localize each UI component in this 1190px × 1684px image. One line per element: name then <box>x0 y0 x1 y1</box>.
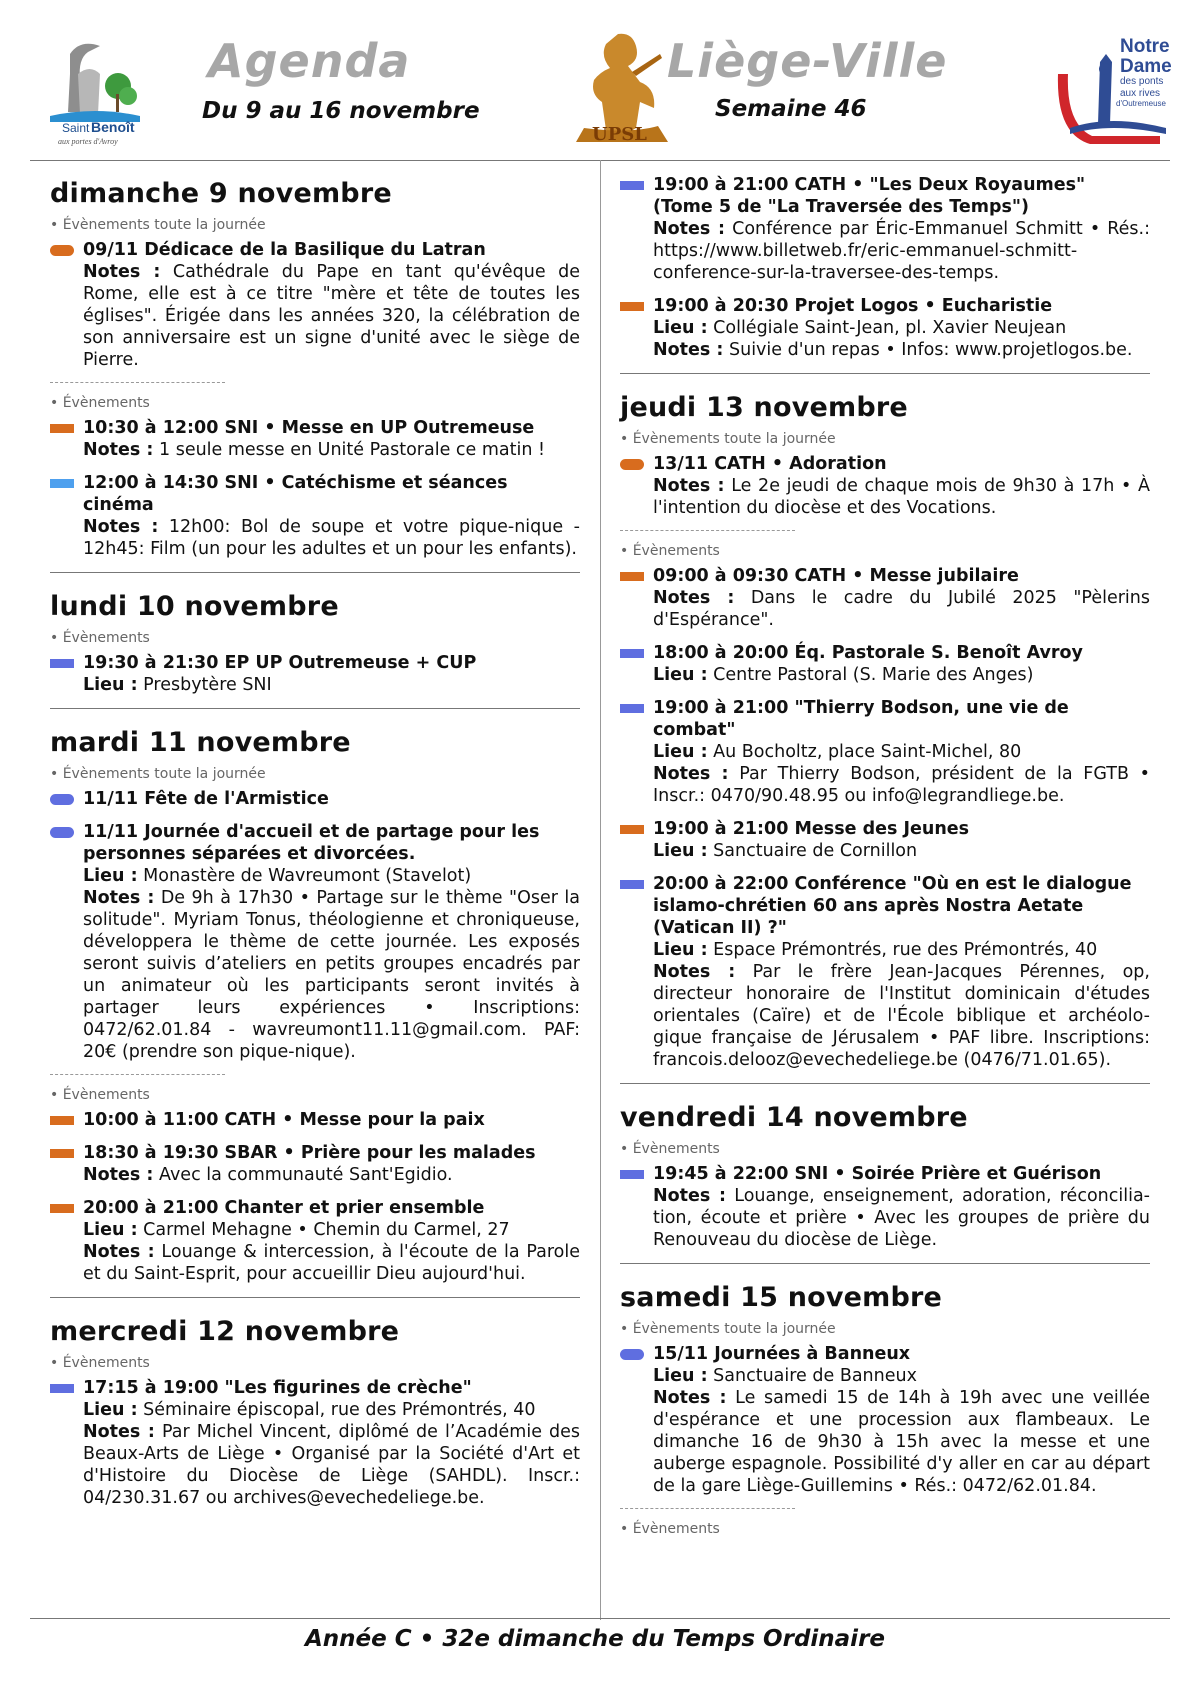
category-marker <box>620 302 644 311</box>
event-notes: Avec la communauté Sant'Egidio. <box>159 1165 453 1185</box>
left-column <box>50 160 580 1520</box>
section-label-allday: • Évènements toute la journée <box>620 1321 836 1337</box>
liturgical-footer: Année C • 32e dimanche du Temps Ordinaire <box>304 1626 886 1652</box>
category-marker <box>620 825 644 834</box>
day-title: mardi 11 novembre <box>50 727 351 758</box>
event-item[interactable]: 12:00 à 14:30 SNI • Catéchisme et séances cinéma Notes : 12h00: Bol de soupe et votre pique-nique - 12h45: Film (un pour les adultes et un pour les enfants). <box>50 472 580 560</box>
week-number: Semaine 46 <box>715 96 867 122</box>
svg-text:Saint: Saint <box>62 121 90 135</box>
day-title: vendredi 14 novembre <box>620 1102 968 1133</box>
event-item[interactable]: 11/11 Journée d'accueil et de partage pour les personnes séparées et divorcées. Lieu : Monastère de Wavreumont (Stavelot) Notes : De 9h à 17h30 • Partage sur le thème "Oser la solitude". Myriam Tonus, théologienne et chroniqueuse, développera le thème de cette journée. Les exposés seront suivis d’ateliers en petits groupes encadrés par un animateur où les participants seront invités à partager leurs expériences • Inscriptions: 0472/62.01.84 - wavreumont11.11@gmail.com. PAF: 20€ (prendre son pique-nique). <box>50 821 580 1063</box>
svg-text:aux rives: aux rives <box>1120 88 1161 99</box>
event-item[interactable]: 20:00 à 21:00 Chanter et prier ensemble Lieu : Carmel Mehagne • Chemin du Carmel, 27 Notes : Louange & intercession, à l'écoute de la Parole et du Saint-Esprit, pour accueillir Dieu aujourd'hui. <box>50 1197 580 1285</box>
saint-benoit-logo <box>40 34 150 149</box>
section-label-events: • Évènements <box>620 1521 720 1537</box>
event-notes: Le 2e jeudi de chaque mois de 9h30 à 17h • À l'intention du diocèse et des Vocations. <box>653 476 1150 518</box>
event-title: 17:15 à 19:00 "Les figurines de crèche" <box>83 1378 472 1398</box>
svg-text:des ponts: des ponts <box>1120 76 1164 87</box>
dashed-separator <box>50 382 225 383</box>
day-wednesday-12 <box>50 1298 580 1509</box>
day-title: jeudi 13 novembre <box>620 392 908 423</box>
section-label-events: • Évènements <box>50 395 150 411</box>
event-item[interactable]: 19:45 à 22:00 SNI • Soirée Prière et Guérison Notes : Louange, enseignement, adoration, réconcilia-tion, écoute et prière • Avec les groupes de prière du Renouveau du diocèse de Liège. <box>620 1163 1150 1251</box>
day-tuesday-11 <box>50 709 580 1298</box>
category-marker <box>620 1349 644 1360</box>
event-title: 18:00 à 20:00 Éq. Pastorale S. Benoît Avroy <box>653 643 1083 663</box>
category-marker <box>50 424 74 433</box>
event-item[interactable]: 19:00 à 21:00 CATH • "Les Deux Royaumes" (Tome 5 de "La Traversée des Temps") Notes : Conférence par Éric-Emmanuel Schmitt • Rés.: https://www.billetweb.fr/eric-emmanuel-schmitt-conference-sur-la-traversee-des-temps. <box>620 174 1150 284</box>
day-saturday-15 <box>620 1264 1150 1537</box>
day-thursday-13 <box>620 374 1150 1084</box>
event-item[interactable]: 19:00 à 21:00 Messe des Jeunes Lieu : Sanctuaire de Cornillon <box>620 818 1150 862</box>
agenda-title: Agenda <box>208 34 411 88</box>
event-location: Séminaire épiscopal, rue des Prémontrés, 40 <box>143 1400 536 1420</box>
event-notes: Dans le cadre du Jubilé 2025 "Pèlerins d'Espérance". <box>653 588 1150 630</box>
event-location: Au Bocholtz, place Saint-Michel, 80 <box>713 742 1022 762</box>
event-item[interactable]: 19:30 à 21:30 EP UP Outremeuse + CUP Lieu : Presbytère SNI <box>50 652 580 696</box>
event-notes: Le samedi 15 de 14h à 19h avec une veillée d'espérance et une procession aux flambeaux. Le dimanche 16 de 9h30 à 15h avec la messe et une auberge espagnole. Possibilité d'y aller en car au départ de la gare Liège-Guillemins • Rés.: 0472/62.01.84. <box>653 1388 1150 1496</box>
event-item[interactable]: 19:00 à 20:30 Projet Logos • Eucharistie Lieu : Collégiale Saint-Jean, pl. Xavier Neujean Notes : Suivie d'un repas • Infos: www.projetlogos.be. <box>620 295 1150 361</box>
day-wednesday-12-continued <box>620 160 1150 374</box>
section-label-events: • Évènements <box>50 1355 150 1371</box>
category-marker <box>50 659 74 668</box>
day-title: dimanche 9 novembre <box>50 178 392 209</box>
column-divider <box>600 160 601 1620</box>
category-marker <box>50 1384 74 1393</box>
city-title: Liège-Ville <box>667 34 948 88</box>
event-notes: Par Thierry Bodson, président de la FGTB • Inscr.: 0470/90.48.95 ou info@legrandliege.be. <box>653 764 1150 806</box>
date-range: Du 9 au 16 novembre <box>202 98 480 124</box>
event-item[interactable] <box>50 788 580 810</box>
event-title: 09:00 à 09:30 CATH • Messe jubilaire <box>653 566 1019 586</box>
event-notes: Louange & intercession, à l'écoute de la Parole et du Saint-Esprit, pour accueillir Dieu aujourd'hui. <box>83 1242 580 1284</box>
event-item[interactable]: 10:30 à 12:00 SNI • Messe en UP Outremeuse Notes : 1 seule messe en Unité Pastorale ce matin ! <box>50 417 580 461</box>
svg-text:aux portes d'Avroy: aux portes d'Avroy <box>58 137 118 146</box>
dashed-separator <box>620 530 795 531</box>
event-item[interactable]: 09/11 Dédicace de la Basilique du Latran Notes : Cathédrale du Pape en tant qu'évêque de Rome, elle est à ce titre "mère et tête de toutes les églises". Érigée dans les années 320, la célébration de son anniversaire est un signe d'unité avec le siège de Pierre. <box>50 239 580 371</box>
event-title: 20:00 à 22:00 Conférence "Où en est le dialogue islamo-chrétien 60 ans après Nostra Aetate (Vatican II) ?" <box>653 874 1132 938</box>
category-marker <box>50 479 74 488</box>
event-item[interactable]: 17:15 à 19:00 "Les figurines de crèche" Lieu : Séminaire épiscopal, rue des Prémontrés, 40 Notes : Par Michel Vincent, diplômé de l’Académie des Beaux-Arts de Liège • Organisé par la Société d'Art et d'Histoire du Diocèse de Liège (SAHDL). Inscr.: 04/230.31.67 ou archives@evechedeliege.be. <box>50 1377 580 1509</box>
category-marker <box>620 459 644 470</box>
day-monday-10 <box>50 573 580 709</box>
section-label-events: • Évènements <box>50 1087 150 1103</box>
event-item[interactable]: 09:00 à 09:30 CATH • Messe jubilaire Notes : Dans le cadre du Jubilé 2025 "Pèlerins d'Espérance". <box>620 565 1150 631</box>
notre-dame-logo <box>1050 34 1175 149</box>
event-location: Espace Prémontrés, rue des Prémontrés, 40 <box>713 940 1098 960</box>
event-title: 09/11 Dédicace de la Basilique du Latran <box>83 240 486 260</box>
event-notes: 12h00: Bol de soupe et votre pique-nique - 12h45: Film (un pour les adultes et un pour les enfants). <box>83 517 580 559</box>
event-item[interactable]: 19:00 à 21:00 "Thierry Bodson, une vie de combat" Lieu : Au Bocholtz, place Saint-Michel, 80 Notes : Par Thierry Bodson, président de la FGTB • Inscr.: 0470/90.48.95 ou info@legrandliege.be. <box>620 697 1150 807</box>
day-title: samedi 15 novembre <box>620 1282 943 1313</box>
event-notes: De 9h à 17h30 • Partage sur le thème "Oser la solitude". Myriam Tonus, théologienne et chroniqueuse, développera le thème de cette journée. Les exposés seront suivis d’ateliers en petits groupes encadrés par un animateur où les participants seront invités à partager leurs expériences • Inscriptions: 0472/62.01.84 - wavreumont11.11@gmail.com. PAF: 20€ (prendre son pique-nique). <box>83 888 580 1062</box>
category-marker <box>620 1170 644 1179</box>
event-title: 19:00 à 21:00 Messe des Jeunes <box>653 819 970 839</box>
event-notes: Par le frère Jean-Jacques Pérennes, op, directeur honoraire de l'Institut dominicain d'études orientales (Caïre) et de l'École biblique et archéolo-gique française de Jérusalem • PAF libre. Inscriptions: francois.delooz@evechedeliege.be (0476/71.01.65). <box>653 962 1150 1070</box>
event-title: 20:00 à 21:00 Chanter et prier ensemble <box>83 1198 485 1218</box>
event-notes: Par Michel Vincent, diplômé de l’Académie des Beaux-Arts de Liège • Organisé par la Société d'Art et d'Histoire du Diocèse de Liège (SAHDL). Inscr.: 04/230.31.67 ou archives@evechedeliege.be. <box>83 1422 580 1508</box>
event-location: Collégiale Saint-Jean, pl. Xavier Neujean <box>713 318 1067 338</box>
svg-text:UPSL: UPSL <box>592 124 647 145</box>
event-notes: Conférence par Éric-Emmanuel Schmitt • Rés.: https://www.billetweb.fr/eric-emmanuel-schmitt-conference-sur-la-traversee-des-temps. <box>653 219 1150 283</box>
day-friday-14 <box>620 1084 1150 1264</box>
svg-text:Notre: Notre <box>1120 36 1170 57</box>
section-label-allday: • Évènements toute la journée <box>50 766 266 782</box>
event-location: Centre Pastoral (S. Marie des Anges) <box>713 665 1034 685</box>
dashed-separator <box>620 1508 795 1509</box>
category-marker <box>50 794 74 805</box>
event-location: Monastère de Wavreumont (Stavelot) <box>143 866 472 886</box>
upsl-logo <box>570 32 675 147</box>
event-notes: Cathédrale du Pape en tant qu'évêque de Rome, elle est à ce titre "mère et tête de toutes les églises". Érigée dans les années 320, la célébration de son anniversaire est un signe d'unité avec le siège de Pierre. <box>83 262 580 370</box>
category-marker <box>50 1149 74 1158</box>
event-notes: Louange, enseignement, adoration, réconcilia-tion, écoute et prière • Avec les groupes de prière du Renouveau du diocèse de Liège. <box>653 1186 1150 1250</box>
category-marker <box>50 245 74 256</box>
category-marker <box>620 704 644 713</box>
event-location: Sanctuaire de Cornillon <box>713 841 918 861</box>
event-title: 11/11 Fête de l'Armistice <box>83 789 329 809</box>
event-item[interactable]: 20:00 à 22:00 Conférence "Où en est le dialogue islamo-chrétien 60 ans après Nostra Aetate (Vatican II) ?" Lieu : Espace Prémontrés, rue des Prémontrés, 40 Notes : Par le frère Jean-Jacques Pérennes, op, directeur honoraire de l'Institut dominicain d'études orientales (Caïre) et de l'École biblique et archéolo-gique française de Jérusalem • PAF libre. Inscriptions: francois.delooz@evechedeliege.be (0476/71.01.65). <box>620 873 1150 1071</box>
event-title: 19:00 à 21:00 "Thierry Bodson, une vie de combat" <box>653 698 1069 740</box>
day-title: lundi 10 novembre <box>50 591 339 622</box>
event-item[interactable]: 18:00 à 20:00 Éq. Pastorale S. Benoît Avroy Lieu : Centre Pastoral (S. Marie des Anges) <box>620 642 1150 686</box>
category-marker <box>620 649 644 658</box>
event-notes: 1 seule messe en Unité Pastorale ce matin ! <box>159 440 546 460</box>
dashed-separator <box>50 1074 225 1075</box>
section-label-events: • Évènements <box>620 543 720 559</box>
section-label-allday: • Évènements toute la journée <box>620 431 836 447</box>
footer-rule <box>30 1618 1170 1619</box>
event-title: 19:45 à 22:00 SNI • Soirée Prière et Guérison <box>653 1164 1102 1184</box>
right-column <box>620 160 1150 1543</box>
event-title: 12:00 à 14:30 SNI • Catéchisme et séances cinéma <box>83 473 508 515</box>
category-marker <box>620 181 644 190</box>
category-marker <box>620 880 644 889</box>
event-item[interactable]: 18:30 à 19:30 SBAR • Prière pour les malades Notes : Avec la communauté Sant'Egidio. <box>50 1142 580 1186</box>
event-title: 18:30 à 19:30 SBAR • Prière pour les malades <box>83 1143 536 1163</box>
event-notes: Suivie d'un repas • Infos: www.projetlogos.be. <box>729 340 1133 360</box>
day-title: mercredi 12 novembre <box>50 1316 400 1347</box>
event-location: Presbytère SNI <box>143 675 272 695</box>
section-label-events: • Évènements <box>50 630 150 646</box>
event-title: 10:00 à 11:00 CATH • Messe pour la paix <box>83 1110 485 1130</box>
event-title: 10:30 à 12:00 SNI • Messe en UP Outremeuse <box>83 418 535 438</box>
event-item[interactable] <box>50 1109 580 1131</box>
event-title: 13/11 CATH • Adoration <box>653 454 887 474</box>
day-sunday-9 <box>50 160 580 573</box>
category-marker <box>50 1204 74 1213</box>
event-title: 19:00 à 21:00 CATH • "Les Deux Royaumes" (Tome 5 de "La Traversée des Temps") <box>653 175 1086 217</box>
event-location: Carmel Mehagne • Chemin du Carmel, 27 <box>143 1220 510 1240</box>
category-marker <box>50 827 74 838</box>
section-label-events: • Évènements <box>620 1141 720 1157</box>
page-header <box>30 28 1170 158</box>
event-title: 15/11 Journées à Banneux <box>653 1344 911 1364</box>
event-title: 19:30 à 21:30 EP UP Outremeuse + CUP <box>83 653 477 673</box>
svg-text:d'Outremeuse: d'Outremeuse <box>1116 99 1166 108</box>
category-marker <box>50 1116 74 1125</box>
event-item[interactable]: 13/11 CATH • Adoration Notes : Le 2e jeudi de chaque mois de 9h30 à 17h • À l'intention du diocèse et des Vocations. <box>620 453 1150 519</box>
event-title: 19:00 à 20:30 Projet Logos • Eucharistie <box>653 296 1053 316</box>
svg-text:Benoît: Benoît <box>91 119 135 135</box>
event-location: Sanctuaire de Banneux <box>713 1366 917 1386</box>
category-marker <box>620 572 644 581</box>
event-title: 11/11 Journée d'accueil et de partage pour les personnes séparées et divorcées. <box>83 822 540 864</box>
event-item[interactable]: 15/11 Journées à Banneux Lieu : Sanctuaire de Banneux Notes : Le samedi 15 de 14h à 19h avec une veillée d'espérance et une procession aux flambeaux. Le dimanche 16 de 9h30 à 15h avec la messe et une auberge espagnole. Possibilité d'y aller en car au départ de la gare Liège-Guillemins • Rés.: 0472/62.01.84. <box>620 1343 1150 1497</box>
section-label-allday: • Évènements toute la journée <box>50 217 266 233</box>
svg-text:Dame: Dame <box>1120 56 1172 77</box>
